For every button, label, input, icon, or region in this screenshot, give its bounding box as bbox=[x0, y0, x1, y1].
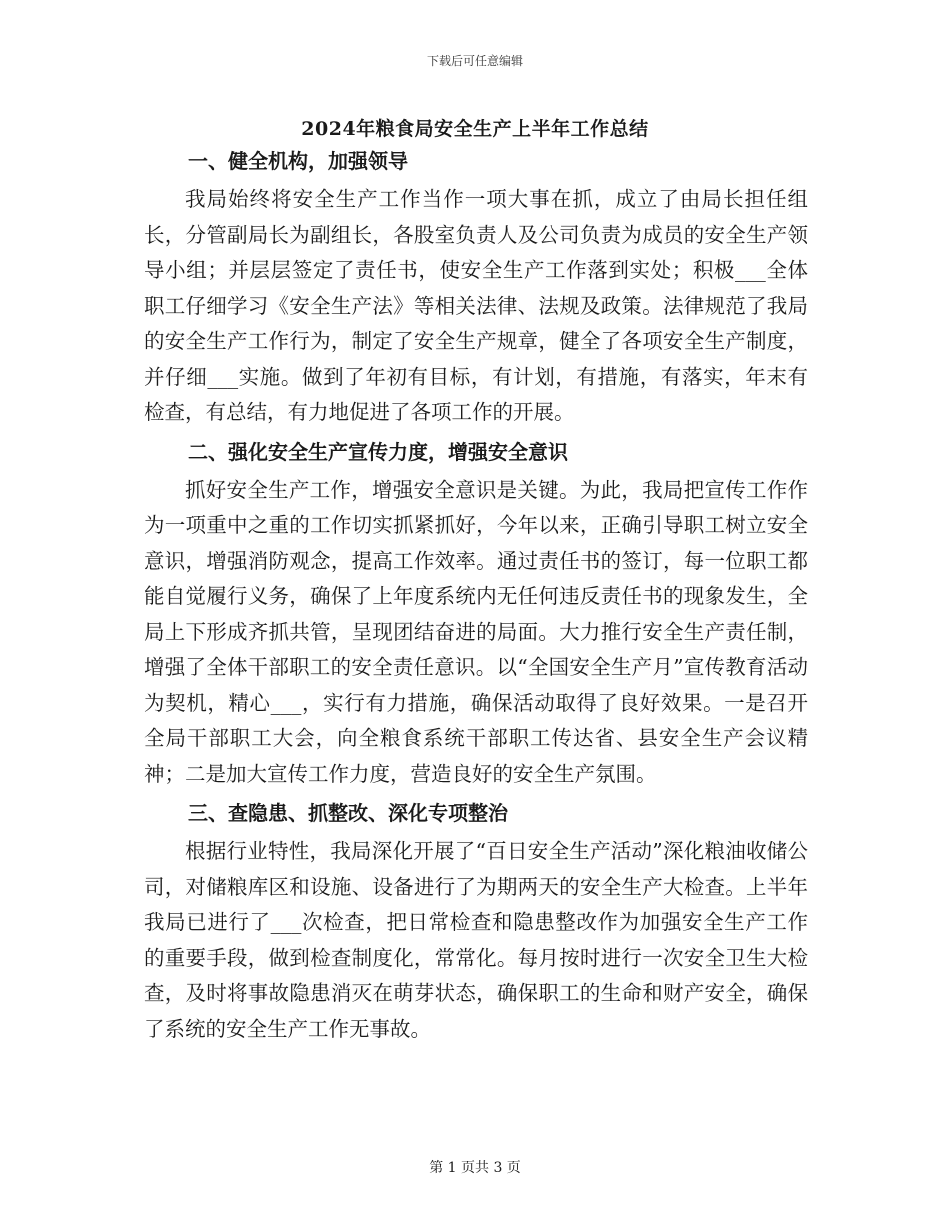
document-body bbox=[144, 146, 808, 1053]
page-header-note: 下载后可任意编辑 bbox=[426, 54, 523, 68]
document-title: 2024年粮食局安全生产上半年工作总结 bbox=[301, 118, 649, 140]
page-footer-number: 第 1 页共 3 页 bbox=[429, 1160, 521, 1176]
section-heading: 一、健全机构，加强领导 bbox=[188, 149, 408, 173]
section-paragraph: 根据行业特性，我局深化开展了“百日安全生产活动”深化粮油收储公司，对储粮库区和设施、设备进行了为期两天的安全生产大检查。上半年我局已进行了___次检查，把日常检查和隐患整改作为加强安全生产工作的重要手段，做到检查制度化，常常化。每月按时进行一次安全卫生大检查，及时将事故隐患消灭在萌芽状态，确保职工的生命和财产安全，确保了系统的安全生产工作无事故。 bbox=[144, 839, 808, 1041]
section-paragraph: 我局始终将安全生产工作当作一项大事在抓，成立了由局长担任组长，分管副局长为副组长，各股室负责人及公司负责为成员的安全生产领导小组；并层层签定了责任书，使安全生产工作落到实处；积极___全体职工仔细学习《安全生产法》等相关法律、法规及政策。法律规范了我局的安全生产工作行为，制定了安全生产规章，健全了各项安全生产制度，并仔细___实施。做到了年初有目标，有计划，有措施，有落实，年末有检查，有总结，有力地促进了各项工作的开展。 bbox=[144, 187, 808, 424]
section-2 bbox=[144, 437, 808, 793]
section-paragraph: 抓好安全生产工作，增强安全意识是关键。为此，我局把宣传工作作为一项重中之重的工作切实抓紧抓好，今年以来，正确引导职工树立安全意识，增强消防观念，提高工作效率。通过责任书的签订，每一位职工都能自觉履行义务，确保了上年度系统内无任何违反责任书的现象发生，全局上下形成齐抓共管，呈现团结奋进的局面。大力推行安全生产责任制，增强了全体干部职工的安全责任意识。以“全国安全生产月”宣传教育活动为契机，精心___，实行有力措施，确保活动取得了良好效果。一是召开全局干部职工大会，向全粮食系统干部职工传达省、县安全生产会议精神；二是加大宣传工作力度，营造良好的安全生产氛围。 bbox=[144, 477, 808, 786]
section-1 bbox=[144, 146, 808, 431]
section-heading: 二、强化安全生产宣传力度，增强安全意识 bbox=[188, 439, 568, 464]
section-heading: 三、查隐患、抓整改、深化专项整治 bbox=[188, 801, 508, 825]
section-3 bbox=[144, 798, 808, 1047]
